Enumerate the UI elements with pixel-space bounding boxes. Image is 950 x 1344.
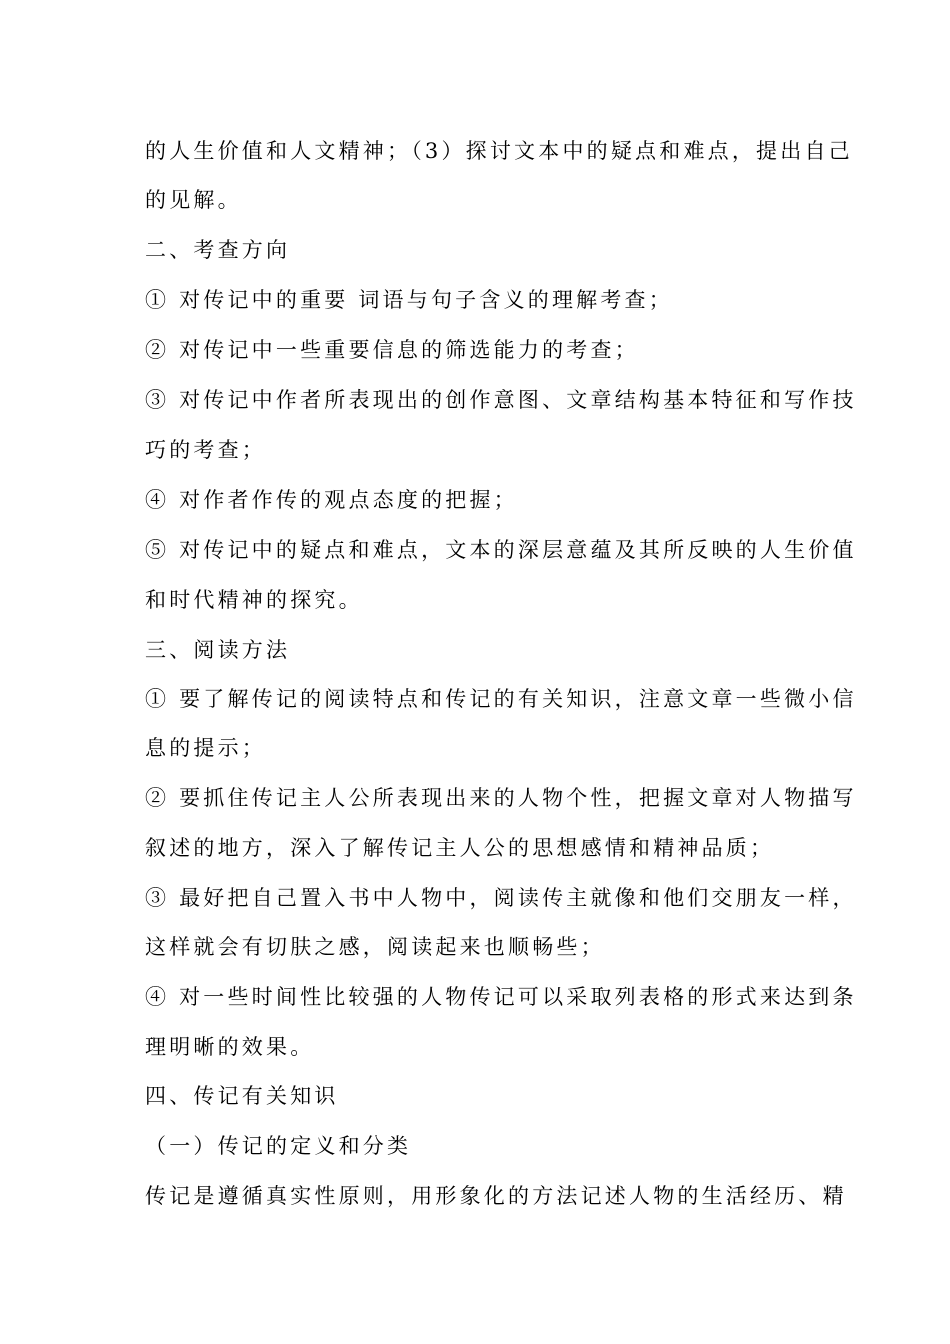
list-item: ⑤ 对传记中的疑点和难点，文本的深层意蕴及其所反映的人生价值 [145,538,857,562]
section-heading: 三、阅读方法 [145,638,291,662]
text-line: 的人生价值和人文精神；（3）探讨文本中的疑点和难点，提出自己 [145,139,853,163]
subsection-heading: （一）传记的定义和分类 [145,1134,412,1158]
text-line: 叙述的地方，深入了解传记主人公的思想感情和精神品质； [145,836,775,860]
section-heading: 四、传记有关知识 [145,1084,339,1108]
list-item: ③ 最好把自己置入书中人物中，阅读传主就像和他们交朋友一样， [145,886,857,910]
list-item: ① 要了解传记的阅读特点和传记的有关知识，注意文章一些微小信 [145,687,857,711]
list-item: ② 要抓住传记主人公所表现出来的人物个性，把握文章对人物描写 [145,786,857,810]
text-line: 和时代精神的探究。 [145,588,363,612]
text-line: 理明晰的效果。 [145,1035,315,1059]
text-line: 传记是遵循真实性原则，用形象化的方法记述人物的生活经历、精 [145,1184,847,1208]
list-item: ① 对传记中的重要 词语与句子含义的理解考查； [145,288,673,312]
list-item: ② 对传记中一些重要信息的筛选能力的考查； [145,338,639,362]
section-heading: 二、考查方向 [145,238,291,262]
list-item: ④ 对一些时间性比较强的人物传记可以采取列表格的形式来达到条 [145,985,857,1009]
list-item: ③ 对传记中作者所表现出的创作意图、文章结构基本特征和写作技 [145,388,857,412]
text-line: 息的提示； [145,736,266,760]
text-line: 巧的考查； [145,438,266,462]
list-item: ④ 对作者作传的观点态度的把握； [145,488,518,512]
text-line: 这样就会有切肤之感，阅读起来也顺畅些； [145,935,605,959]
text-line: 的见解。 [145,188,242,212]
